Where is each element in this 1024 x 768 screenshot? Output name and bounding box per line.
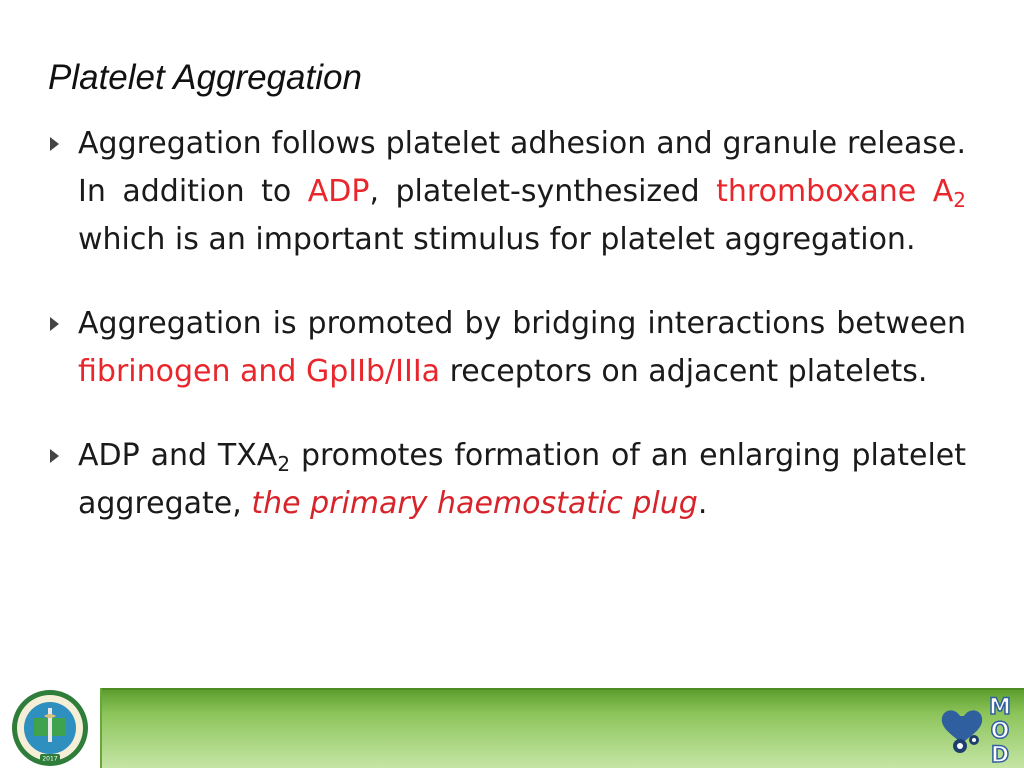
- highlight-term: fibrinogen and GpIIb/IIIa: [78, 354, 441, 389]
- bullet-text: Aggregation follows platelet adhesion and granule release. In addition to ADP, platelet-synthesized thromboxane $A_2$ which is an important stimulus for platelet aggregation.: [78, 126, 967, 257]
- subscript: 2: [953, 188, 967, 212]
- bullet-arrow-icon: [50, 449, 59, 463]
- slide-title: Platelet Aggregation: [48, 58, 362, 97]
- bullet-item: [44, 300, 966, 396]
- footer: [0, 688, 1024, 768]
- highlight-term: the primary haemostatic plug: [251, 486, 698, 521]
- svg-text:M: M: [989, 695, 1011, 720]
- footer-bar: [102, 688, 1024, 768]
- mod-logo: [930, 688, 1024, 768]
- bullet-arrow-icon: [50, 317, 59, 331]
- bullet-text: ADP and $TXA_2$ promotes formation of an enlarging platelet aggregate, the primary haemostatic plug.: [78, 438, 966, 521]
- highlight-term: ADP: [307, 174, 370, 209]
- svg-text:D: D: [990, 743, 1010, 768]
- bullet-text: Aggregation is promoted by bridging interactions between fibrinogen and GpIIb/IIIa receptors on adjacent platelets.: [78, 306, 966, 389]
- bullet-list: [44, 120, 966, 528]
- svg-text:O: O: [990, 719, 1010, 744]
- highlight-term: thromboxane A: [716, 174, 954, 209]
- university-seal-logo: [0, 688, 102, 768]
- bullet-item: [44, 120, 966, 264]
- bullet-arrow-icon: [50, 137, 59, 151]
- bullet-item: [44, 432, 966, 528]
- subscript: 2: [277, 452, 291, 476]
- svg-text:2017: 2017: [42, 755, 58, 763]
